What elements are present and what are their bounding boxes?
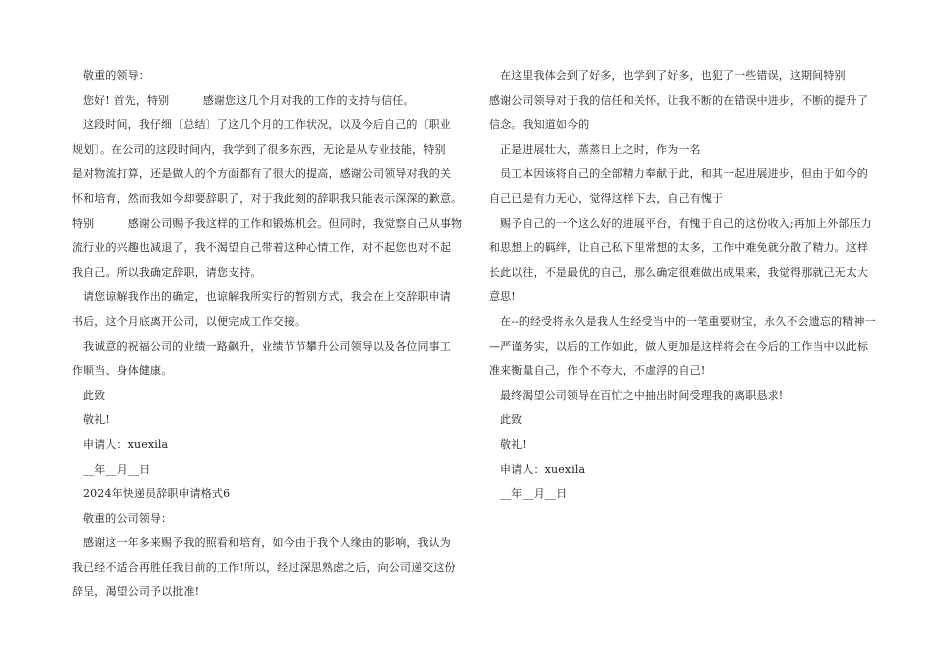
paragraph-line: __年__月__日 bbox=[500, 487, 568, 501]
paragraph-line: 流行业的兴趣也减退了，我不渴望自己带着这种心情工作，对不起您也对不起 bbox=[72, 241, 452, 255]
paragraph-line: 敬礼! bbox=[500, 437, 527, 451]
paragraph-line: 在--的经受将永久是我人生经受当中的一笔重要财宝，永久不会遗忘的精神一 bbox=[500, 314, 876, 328]
paragraph-line: 此致 bbox=[500, 413, 523, 427]
paragraph-line: 请您谅解我作出的确定，也谅解我所实行的暂别方式，我会在上交辞职申请 bbox=[83, 290, 451, 304]
paragraph-line: 这段时间，我仔细〔总结〕了这几个月的工作状况，以及今后自己的〔职业 bbox=[83, 118, 451, 132]
paragraph-line: 自己已是有力无心，觉得这样下去，自己有愧于 bbox=[489, 191, 724, 205]
paragraph-line: 我诚意的祝福公司的业绩一路飙升，业绩节节攀升公司领导以及各位同事工 bbox=[83, 339, 451, 353]
paragraph-line: 我已经不适合再胜任我目前的工作!所以，经过深思熟虑之后，向公司递交这份 bbox=[72, 560, 456, 574]
paragraph-line: 在这里我体会到了好多，也学到了好多，也犯了一些错误，这期间特别 bbox=[500, 69, 846, 82]
paragraph-line: 和思想上的羁绊，让自己私下里常想的太多，工作中难免就分散了精力。这样 bbox=[489, 241, 869, 255]
paragraph-line: 我自己。所以我确定辞职，请您支持。 bbox=[72, 265, 262, 279]
paragraph-line: 怀和培育，然而我如今却要辞职了，对于我此刻的辞职我只能表示深深的歉意。 bbox=[72, 191, 462, 205]
paragraph-line: 感谢公司领导对于我的信任和关怀，让我不断的在错误中进步，不断的提升了 bbox=[489, 93, 869, 107]
paragraph-line: 辞呈，渴望公司予以批准! bbox=[72, 585, 200, 599]
paragraph-line: 长此以往，不是最优的自己，那么确定很难做出成果来，我觉得那就己无太大 bbox=[489, 265, 869, 279]
paragraph-line: 是对物流打算，还是做人的个方面都有了很大的提高，感谢公司领导对我的关 bbox=[72, 167, 452, 181]
paragraph-line: 敬重的公司领导： bbox=[83, 511, 173, 525]
paragraph-line: 申请人：xuexila bbox=[500, 462, 586, 476]
paragraph-line: 最终渴望公司领导在百忙之中抽出时间受理我的离职恳求! bbox=[500, 388, 784, 402]
paragraph-line: 特别 感谢公司赐予我这样的工作和锻炼机会。但同时，我觉察自己从事物 bbox=[72, 216, 462, 230]
paragraph-line: __年__月__日 bbox=[83, 462, 151, 476]
paragraph-line: 准来衡量自己，作个不夸大，不虚浮的自己! bbox=[489, 364, 706, 378]
paragraph-line: 员工本因该将自己的全部精力奉献于此，和其一起进展进步，但由于如今的 bbox=[500, 167, 868, 181]
paragraph-line: 此致 bbox=[83, 388, 106, 402]
paragraph-line: 赐予自己的一个这么好的进展平台，有愧于自己的这份收入;再加上外部压力 bbox=[500, 216, 872, 230]
paragraph-line: 敬礼! bbox=[83, 413, 110, 427]
paragraph-line: 敬重的领导： bbox=[83, 69, 150, 82]
paragraph-line: 2024年快递员辞职申请格式6 bbox=[83, 487, 231, 501]
paragraph-line: 意思! bbox=[489, 290, 516, 304]
paragraph-line: 规划〕。在公司的这段时间内，我学到了很多东西，无论是从专业技能，特别 bbox=[72, 142, 446, 156]
paragraph-line: 正是进展壮大，蒸蒸日上之时，作为一名 bbox=[500, 142, 701, 156]
paragraph-line: 作顺当、身体健康。 bbox=[72, 364, 173, 378]
paragraph-line: 申请人：xuexila bbox=[83, 437, 169, 451]
paragraph-line: 书后，这个月底离开公司，以便完成工作交接。 bbox=[72, 314, 307, 328]
paragraph-line: —严谨务实，以后的工作如此，做人更加是这样将会在今后的工作当中以此标 bbox=[489, 339, 869, 353]
paragraph-line: 您好! 首先，特别 感谢您这几个月对我的工作的支持与信任。 bbox=[83, 93, 415, 107]
paragraph-line: 信念。我知道如今的 bbox=[489, 118, 590, 132]
right-text-column bbox=[489, 64, 877, 507]
paragraph-line: 感谢这一年多来赐予我的照看和培育，如今由于我个人缘由的影响，我认为 bbox=[83, 536, 451, 550]
left-text-column bbox=[72, 64, 462, 605]
